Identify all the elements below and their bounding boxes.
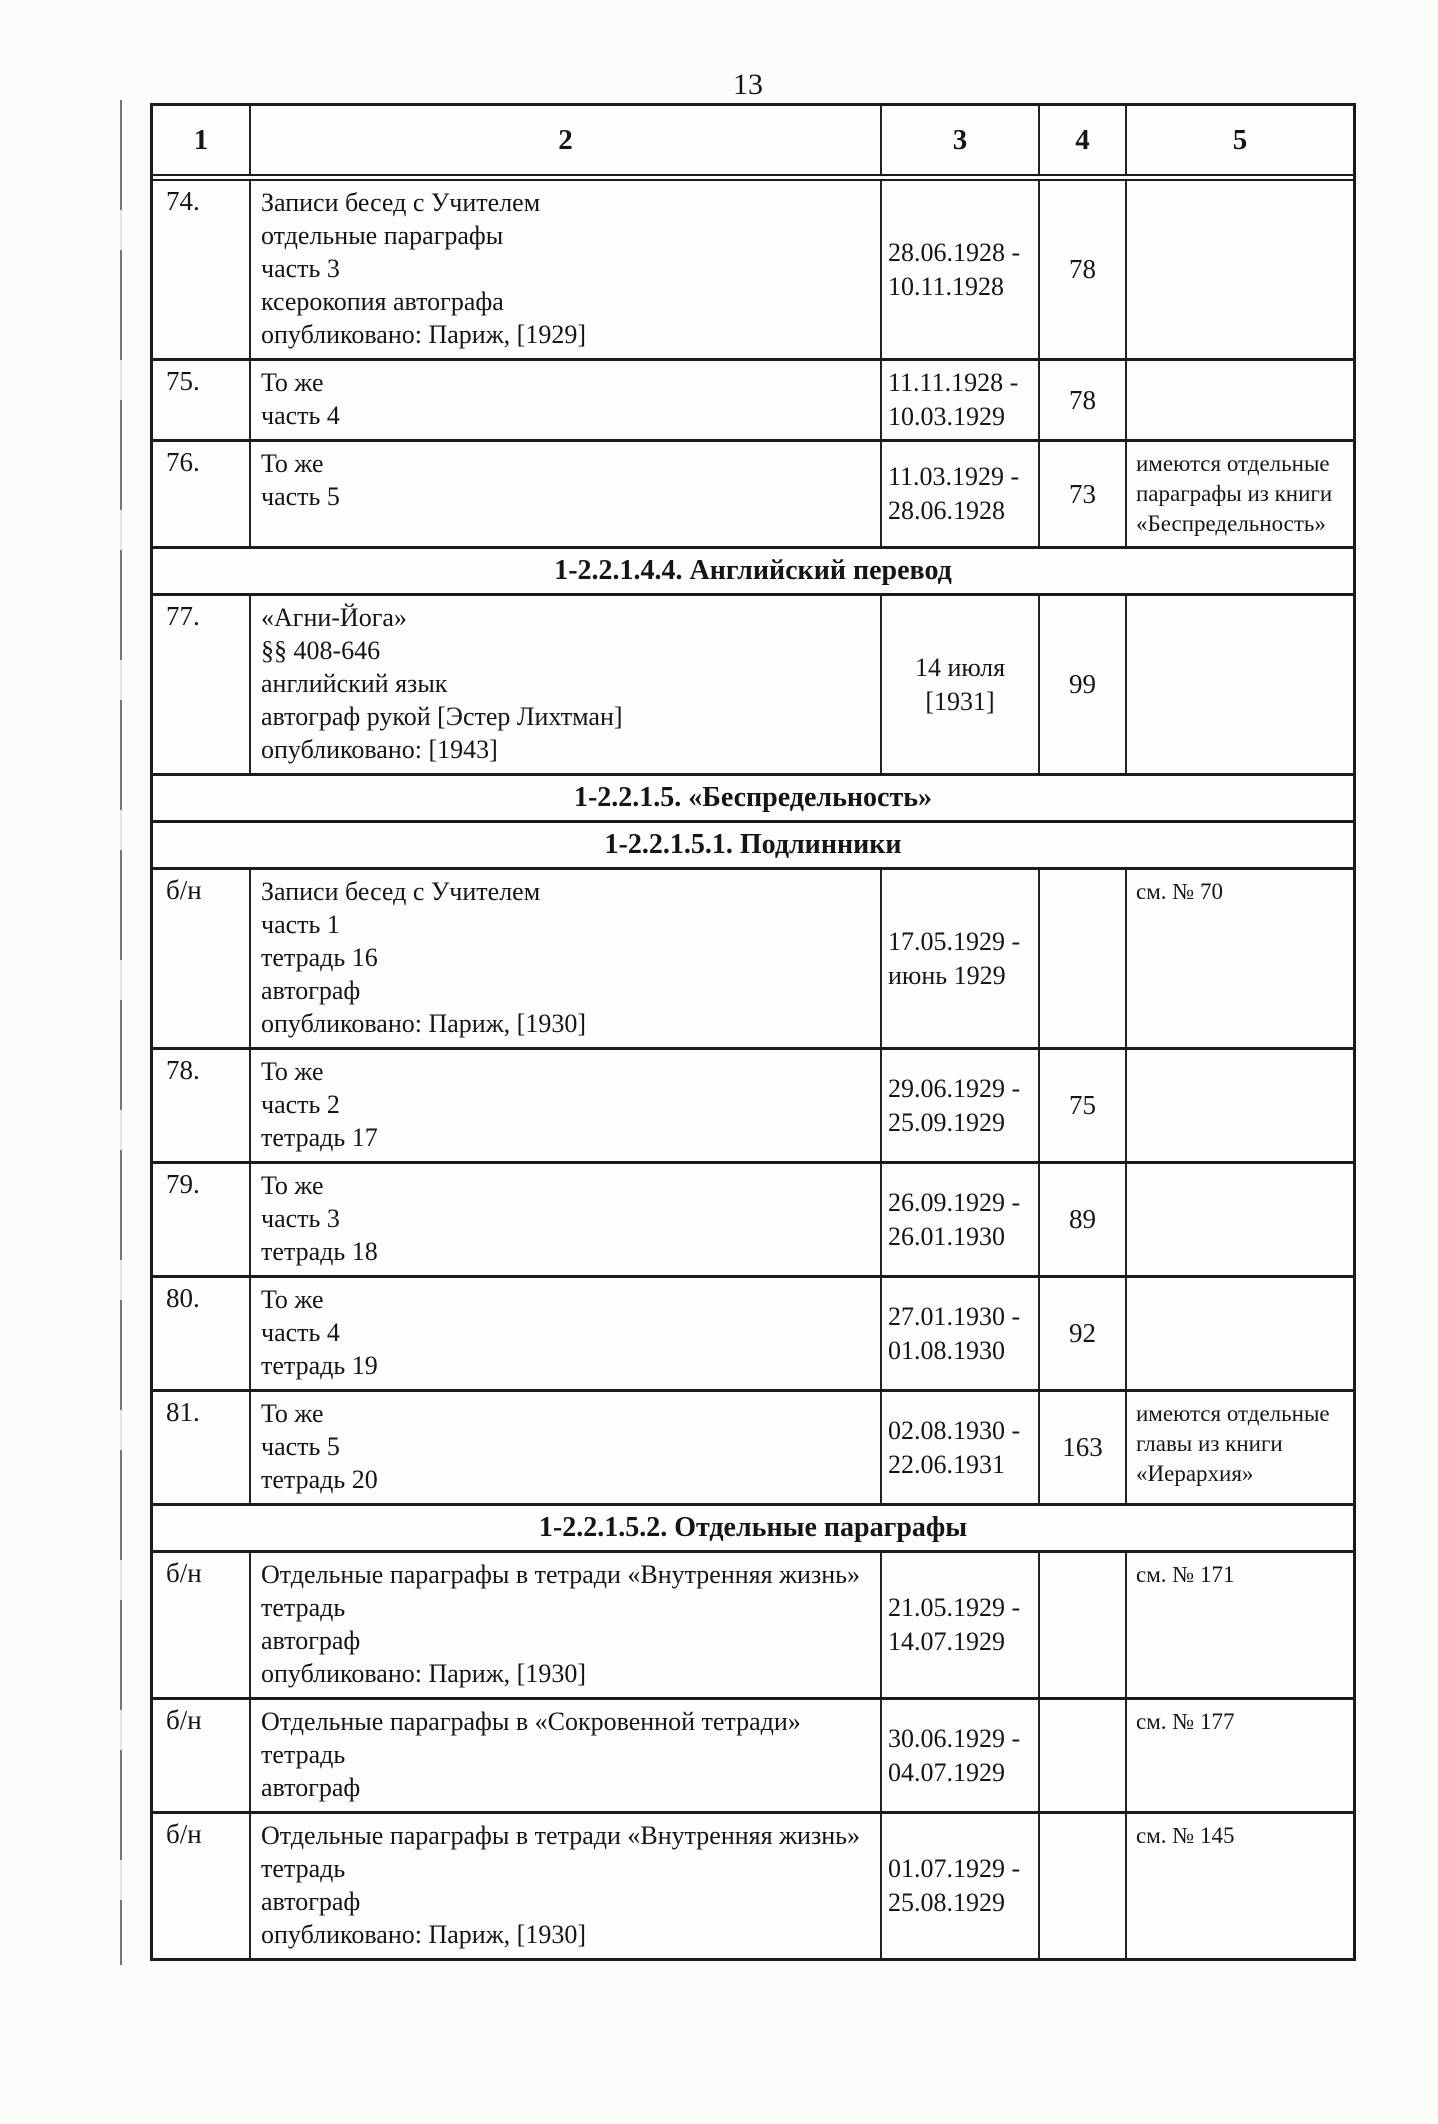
row-number: б/н <box>166 1558 202 1588</box>
section-title: 1-2.2.1.5.1. Подлинники <box>604 829 902 860</box>
date-line: 30.06.1929 - <box>888 1723 1021 1753</box>
date-line: [1931] <box>925 686 995 716</box>
table-row <box>153 596 1353 776</box>
dates-cell <box>880 870 1038 1047</box>
date-line: июнь 1929 <box>888 960 1006 990</box>
description-line: ксерокопия автографа <box>261 287 504 316</box>
description-cell <box>249 1164 880 1275</box>
table-row <box>153 1278 1353 1392</box>
row-number: 80. <box>166 1283 200 1313</box>
description-cell <box>249 1553 880 1697</box>
note-cell <box>1125 870 1353 1047</box>
note-cell <box>1125 1553 1353 1697</box>
row-number: 75. <box>166 366 200 396</box>
row-number: б/н <box>166 1819 202 1849</box>
description-line: часть 3 <box>261 254 340 283</box>
description-line: тетрадь 18 <box>261 1237 378 1266</box>
section-header-row <box>153 776 1353 823</box>
date-line: 14 июля <box>914 652 1006 682</box>
description-cell <box>249 1392 880 1503</box>
sheet-count: 75 <box>1069 1090 1096 1120</box>
date-range <box>888 1414 1020 1482</box>
description-line: тетрадь 16 <box>261 943 378 972</box>
sheet-count: 92 <box>1069 1318 1096 1348</box>
date-line: 25.09.1929 <box>888 1107 1005 1137</box>
description-line: автограф рукой [Эстер Лихтман] <box>261 702 623 731</box>
row-number: 78. <box>166 1055 200 1085</box>
column-header-1: 1 <box>193 123 209 156</box>
note-cell <box>1125 1700 1353 1811</box>
date-line: 14.07.1929 <box>888 1627 1005 1656</box>
table-row <box>153 1392 1353 1506</box>
dates-cell <box>880 1278 1038 1389</box>
date-range <box>888 1722 1020 1790</box>
table-row <box>153 1700 1353 1814</box>
sheet-count-cell <box>1038 361 1125 439</box>
date-range <box>915 651 1005 719</box>
row-number-cell <box>153 870 249 1047</box>
dates-cell <box>880 1553 1038 1697</box>
sheet-count-cell <box>1038 870 1125 1047</box>
description-line: «Агни-Йога» <box>261 603 407 632</box>
description-line: часть 2 <box>261 1090 340 1119</box>
description-line: отдельные параграфы <box>261 221 504 250</box>
row-number: б/н <box>166 875 202 905</box>
note-cell <box>1125 181 1353 358</box>
description-line: тетрадь 17 <box>261 1123 378 1152</box>
table-row <box>153 1553 1353 1700</box>
description-line: Записи бесед с Учителем <box>261 877 541 906</box>
section-header-row <box>153 823 1353 870</box>
date-range <box>888 1186 1020 1254</box>
note-cell <box>1125 442 1353 546</box>
note-text: см. № 171 <box>1136 1562 1235 1587</box>
date-range <box>888 1591 1020 1659</box>
row-number-cell <box>153 361 249 439</box>
row-number-cell <box>153 1814 249 1958</box>
date-range <box>888 366 1018 434</box>
description-line: автограф <box>261 1626 361 1655</box>
note-cell <box>1125 1050 1353 1161</box>
section-header-row <box>153 1506 1353 1553</box>
sheet-count-cell <box>1038 1164 1125 1275</box>
description-line: часть 5 <box>261 1432 340 1461</box>
sheet-count-cell <box>1038 1392 1125 1503</box>
date-line: 22.06.1931 <box>888 1449 1005 1479</box>
description-line: автограф <box>261 976 361 1005</box>
description-line: автограф <box>261 1773 361 1802</box>
description-cell <box>249 1050 880 1161</box>
date-line: 10.03.1929 <box>888 402 1005 431</box>
row-number-cell <box>153 1392 249 1503</box>
date-line: 26.09.1929 - <box>888 1187 1021 1217</box>
description-line: опубликовано: [1943] <box>261 735 498 764</box>
row-number-cell <box>153 1278 249 1389</box>
description-line: тетрадь <box>261 1854 346 1883</box>
description-line: часть 4 <box>261 1318 340 1347</box>
sheet-count: 163 <box>1062 1432 1103 1462</box>
description-line: опубликовано: Париж, [1929] <box>261 320 586 349</box>
dates-cell <box>880 1814 1038 1958</box>
sheet-count: 78 <box>1069 384 1096 415</box>
sheet-count: 73 <box>1069 478 1096 509</box>
sheet-count-cell <box>1038 1278 1125 1389</box>
description-line: тетрадь 19 <box>261 1351 378 1380</box>
sheet-count: 99 <box>1069 669 1096 699</box>
description-line: тетрадь <box>261 1740 346 1769</box>
description-line: автограф <box>261 1887 361 1916</box>
note-text: имеются отдельные главы из книги «Иерархия» <box>1136 1401 1330 1486</box>
note-cell <box>1125 596 1353 773</box>
description-line: опубликовано: Париж, [1930] <box>261 1659 586 1688</box>
dates-cell <box>880 442 1038 546</box>
sheet-count-cell <box>1038 1814 1125 1958</box>
description-line: То же <box>261 1057 324 1086</box>
table-row <box>153 442 1353 549</box>
table-row <box>153 870 1353 1050</box>
column-header-3: 3 <box>880 106 1038 174</box>
description-line: То же <box>261 449 324 478</box>
description-cell <box>249 1700 880 1811</box>
note-cell <box>1125 361 1353 439</box>
date-range <box>888 460 1019 528</box>
description-line: тетрадь 20 <box>261 1465 378 1494</box>
description-line: Отдельные параграфы в тетради «Внутренняя жизнь» <box>261 1821 861 1850</box>
date-line: 01.07.1929 - <box>888 1854 1021 1883</box>
description-line: опубликовано: Париж, [1930] <box>261 1009 586 1038</box>
note-cell <box>1125 1278 1353 1389</box>
sheet-count: 78 <box>1069 254 1096 284</box>
column-header-5: 5 <box>1125 106 1353 174</box>
description-cell <box>249 361 880 439</box>
dates-cell <box>880 1050 1038 1161</box>
note-cell <box>1125 1392 1353 1503</box>
sheet-count-cell <box>1038 1700 1125 1811</box>
section-header-row <box>153 549 1353 596</box>
date-line: 27.01.1930 - <box>888 1301 1021 1331</box>
archive-inventory-table <box>150 103 1356 1961</box>
table-row <box>153 1050 1353 1164</box>
note-text: см. № 177 <box>1136 1709 1235 1734</box>
table-row <box>153 1814 1353 1958</box>
table-row <box>153 361 1353 442</box>
date-line: 17.05.1929 - <box>888 926 1021 956</box>
description-line: часть 4 <box>261 401 340 430</box>
date-line: 04.07.1929 <box>888 1757 1005 1787</box>
date-line: 29.06.1929 - <box>888 1073 1021 1103</box>
row-number: 81. <box>166 1397 200 1427</box>
row-number: 79. <box>166 1169 200 1199</box>
section-title: 1-2.2.1.5.2. Отдельные параграфы <box>538 1512 968 1543</box>
date-line: 28.06.1928 - <box>888 237 1021 267</box>
date-line: 25.08.1929 <box>888 1888 1005 1917</box>
description-cell <box>249 1278 880 1389</box>
row-number: 74. <box>166 186 200 216</box>
sheet-count-cell <box>1038 596 1125 773</box>
dates-cell <box>880 596 1038 773</box>
date-range <box>888 1300 1020 1368</box>
row-number-cell <box>153 1164 249 1275</box>
description-line: часть 1 <box>261 910 340 939</box>
column-header-2: 2 <box>249 106 880 174</box>
row-number-cell <box>153 1050 249 1161</box>
dates-cell <box>880 181 1038 358</box>
date-line: 26.01.1930 <box>888 1221 1005 1251</box>
description-cell <box>249 442 880 546</box>
date-line: 11.03.1929 - <box>888 462 1020 491</box>
row-number-cell <box>153 596 249 773</box>
date-range <box>888 1072 1020 1140</box>
row-number: 77. <box>166 601 200 631</box>
description-cell <box>249 596 880 773</box>
row-number-cell <box>153 442 249 546</box>
note-cell <box>1125 1164 1353 1275</box>
section-title: 1-2.2.1.5. «Беспредельность» <box>573 782 933 813</box>
page-number: 13 <box>733 68 763 101</box>
date-range <box>888 236 1020 304</box>
description-line: §§ 408-646 <box>261 636 381 665</box>
dates-cell <box>880 361 1038 439</box>
description-line: Отдельные параграфы в тетради «Внутренняя жизнь» <box>261 1560 861 1589</box>
description-line: опубликовано: Париж, [1930] <box>261 1920 586 1949</box>
sheet-count-cell <box>1038 181 1125 358</box>
dates-cell <box>880 1164 1038 1275</box>
description-line: Отдельные параграфы в «Сокровенной тетради» <box>261 1707 801 1736</box>
description-line: часть 3 <box>261 1204 340 1233</box>
table-row <box>153 181 1353 361</box>
note-text: см. № 70 <box>1136 879 1223 904</box>
description-line: английский язык <box>261 669 448 698</box>
description-line: Записи бесед с Учителем <box>261 188 541 217</box>
date-line: 01.08.1930 <box>888 1335 1005 1365</box>
date-line: 02.08.1930 - <box>888 1415 1021 1445</box>
note-text: см. № 145 <box>1136 1823 1235 1848</box>
dates-cell <box>880 1700 1038 1811</box>
description-line: тетрадь <box>261 1593 346 1622</box>
description-line: То же <box>261 368 324 397</box>
note-cell <box>1125 1814 1353 1958</box>
row-number-cell <box>153 1700 249 1811</box>
sheet-count-cell <box>1038 442 1125 546</box>
section-title: 1-2.2.1.4.4. Английский перевод <box>554 555 952 586</box>
row-number-cell <box>153 181 249 358</box>
description-cell <box>249 870 880 1047</box>
row-number: б/н <box>166 1705 202 1735</box>
description-line: То же <box>261 1399 324 1428</box>
date-line: 28.06.1928 <box>888 496 1005 525</box>
sheet-count-cell <box>1038 1050 1125 1161</box>
description-line: часть 5 <box>261 482 340 511</box>
description-line: То же <box>261 1171 324 1200</box>
sheet-count: 89 <box>1069 1204 1096 1234</box>
description-cell <box>249 181 880 358</box>
table-row <box>153 1164 1353 1278</box>
date-range <box>888 925 1020 993</box>
date-range <box>888 1852 1020 1920</box>
date-line: 11.11.1928 - <box>888 368 1019 397</box>
description-line: То же <box>261 1285 324 1314</box>
column-header-4: 4 <box>1038 106 1125 174</box>
description-cell <box>249 1814 880 1958</box>
sheet-count-cell <box>1038 1553 1125 1697</box>
date-line: 21.05.1929 - <box>888 1593 1021 1622</box>
row-number: 76. <box>166 447 200 477</box>
table-header-row <box>153 106 1353 181</box>
date-line: 10.11.1928 <box>888 271 1005 301</box>
dates-cell <box>880 1392 1038 1503</box>
row-number-cell <box>153 1553 249 1697</box>
note-text: имеются отдельные параграфы из книги «Беспредельность» <box>1136 451 1333 536</box>
left-margin-line <box>120 100 122 1965</box>
